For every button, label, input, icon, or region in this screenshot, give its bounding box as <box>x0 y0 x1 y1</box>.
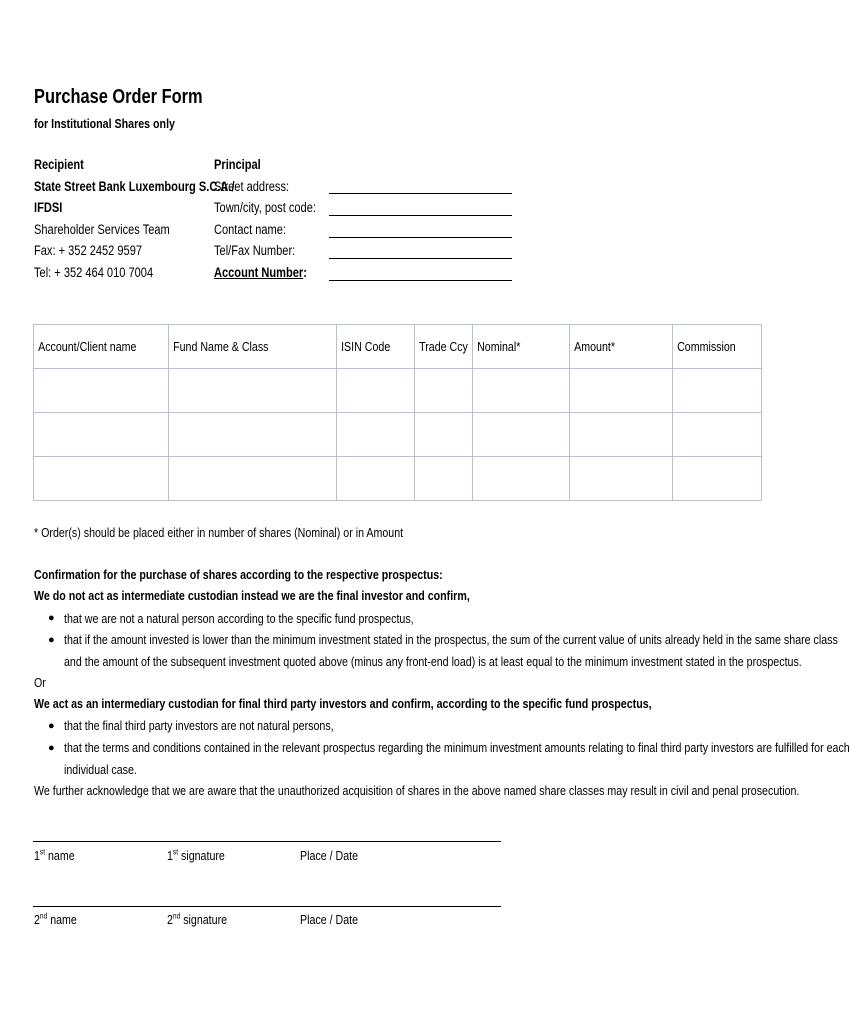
table-cell[interactable] <box>570 413 673 457</box>
table-header-row <box>34 325 762 369</box>
option-final-investor[interactable] <box>34 588 470 603</box>
table-cell[interactable] <box>673 457 762 501</box>
option2-bullet-2: that the terms and conditions contained in the relevant prospectus regarding the minimum investment amounts relating to final third party investors are fulfilled for each <box>64 740 850 755</box>
option1-bullet-2: that if the amount invested is lower than the minimum investment stated in the prospectus, the sum of the current value of units already held in the same share class <box>64 632 838 647</box>
table-cell[interactable] <box>473 413 570 457</box>
first-signature-label: 1st signature <box>167 847 225 863</box>
table-cell[interactable] <box>570 457 673 501</box>
option1-bullet-1: that we are not a natural person according to the specific fund prospectus, <box>64 611 414 626</box>
table-cell[interactable] <box>673 413 762 457</box>
first-place-date-label: Place / Date <box>300 848 359 863</box>
col-account-client-name: Account/Client name <box>34 325 169 369</box>
town-city-field[interactable] <box>329 215 512 216</box>
street-address-label: Street address: <box>214 179 290 194</box>
order-table <box>33 324 762 501</box>
contact-name-field[interactable] <box>329 237 512 238</box>
second-signature-label: 2nd signature <box>167 911 228 927</box>
account-number-field[interactable] <box>329 280 512 281</box>
signature-line-2[interactable] <box>33 906 501 907</box>
recipient-team: Shareholder Services Team <box>34 222 170 237</box>
table-row <box>34 457 762 501</box>
tel-fax-field[interactable] <box>329 258 512 259</box>
account-number-label: Account Number: <box>214 265 307 280</box>
principal-heading: Principal <box>214 157 261 172</box>
col-amount: Amount* <box>570 325 673 369</box>
option2-label: We act as an intermediary custodian for final third party investors and confirm, according to the specific fund prospectus, <box>34 696 652 711</box>
or-separator: Or <box>34 675 46 690</box>
table-cell[interactable] <box>169 457 337 501</box>
bullet-icon: ● <box>48 634 55 646</box>
table-row <box>34 413 762 457</box>
table-cell[interactable] <box>473 369 570 413</box>
recipient-fax: Fax: + 352 2452 9597 <box>34 243 143 258</box>
page-subtitle: for Institutional Shares only <box>34 116 175 131</box>
col-fund-name-class: Fund Name & Class <box>169 325 337 369</box>
table-cell[interactable] <box>34 369 169 413</box>
signature-line-1[interactable] <box>33 841 501 842</box>
col-trade-ccy: Trade Ccy <box>415 325 473 369</box>
contact-name-label: Contact name: <box>214 222 286 237</box>
second-place-date-label: Place / Date <box>300 912 359 927</box>
bullet-icon: ● <box>48 612 55 624</box>
option-intermediary-custodian[interactable] <box>34 696 652 711</box>
confirmation-heading: Confirmation for the purchase of shares according to the respective prospectus: <box>34 567 443 582</box>
street-address-field[interactable] <box>329 193 512 194</box>
recipient-name-line1: State Street Bank Luxembourg S.C.A./ <box>34 179 235 194</box>
table-cell[interactable] <box>169 369 337 413</box>
table-row <box>34 369 762 413</box>
recipient-heading: Recipient <box>34 157 84 172</box>
recipient-tel: Tel: + 352 464 010 7004 <box>34 265 154 280</box>
tel-fax-label: Tel/Fax Number: <box>214 243 296 258</box>
table-cell[interactable] <box>34 413 169 457</box>
table-cell[interactable] <box>169 413 337 457</box>
page-title: Purchase Order Form <box>34 86 203 108</box>
option2-bullet-1: that the final third party investors are not natural persons, <box>64 718 334 733</box>
table-cell[interactable] <box>337 369 415 413</box>
table-cell[interactable] <box>473 457 570 501</box>
footnote: * Order(s) should be placed either in number of shares (Nominal) or in Amount <box>34 525 404 540</box>
recipient-name-line2: IFDSI <box>34 200 63 215</box>
option1-label: We do not act as intermediate custodian instead we are the final investor and confirm, <box>34 588 470 603</box>
second-name-label: 2nd name <box>34 911 77 927</box>
table-cell[interactable] <box>337 413 415 457</box>
col-commission: Commission <box>673 325 762 369</box>
town-city-label: Town/city, post code: <box>214 200 316 215</box>
table-cell[interactable] <box>673 369 762 413</box>
col-nominal: Nominal* <box>473 325 570 369</box>
option2-bullet-2-cont: individual case. <box>64 762 137 777</box>
first-name-label: 1st name <box>34 847 75 863</box>
col-isin-code: ISIN Code <box>337 325 415 369</box>
acknowledgement: We further acknowledge that we are aware that the unauthorized acquisition of shares in the above named share classes may result in civil and penal prosecution. <box>34 783 800 798</box>
bullet-icon: ● <box>48 742 55 754</box>
table-cell[interactable] <box>337 457 415 501</box>
table-cell[interactable] <box>34 457 169 501</box>
table-cell[interactable] <box>415 457 473 501</box>
option1-bullet-2-cont: and the amount of the subsequent investment quoted above (minus any front-end load) is at least equal to the minimum investment stated in the prospectus. <box>64 654 802 669</box>
bullet-icon: ● <box>48 720 55 732</box>
table-cell[interactable] <box>570 369 673 413</box>
table-cell[interactable] <box>415 369 473 413</box>
table-cell[interactable] <box>415 413 473 457</box>
